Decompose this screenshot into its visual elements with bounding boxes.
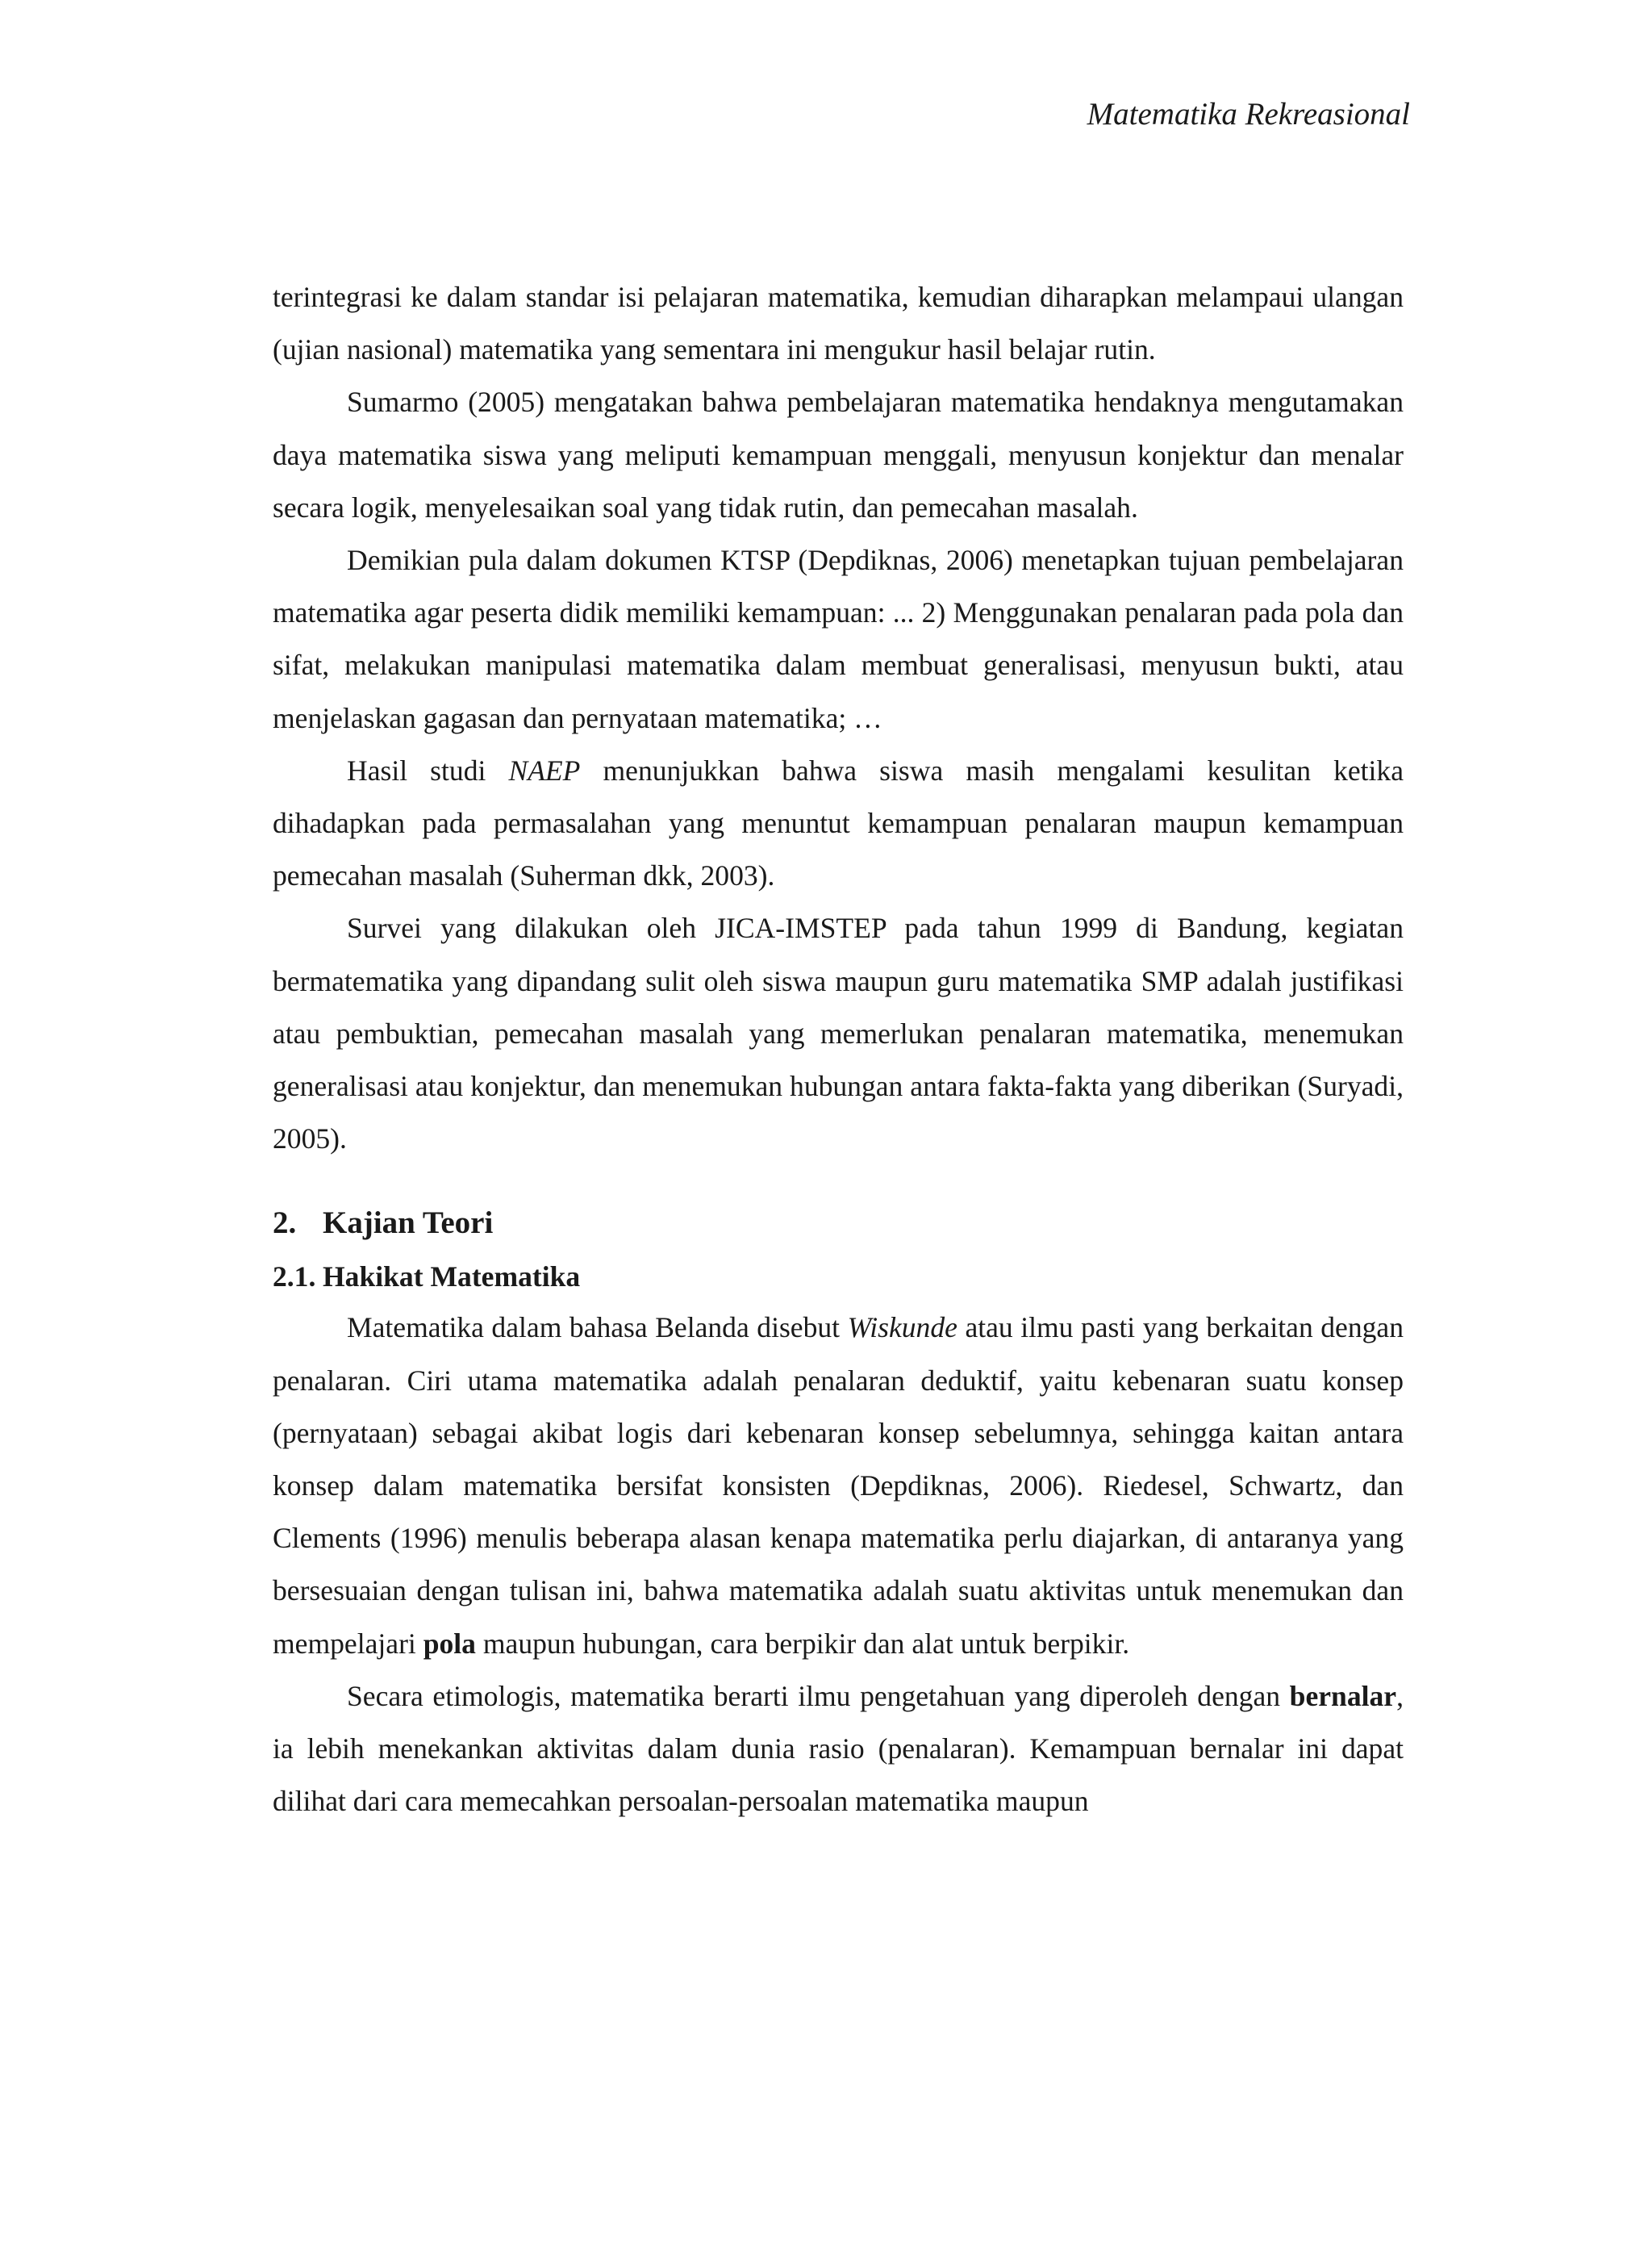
section-heading: [273, 1195, 1404, 1251]
pola-bold: pola: [423, 1627, 476, 1660]
page-body: [273, 271, 1404, 1828]
paragraph-5: Survei yang dilakukan oleh JICA-IMSTEP pada tahun 1999 di Bandung, kegiatan bermatematika yang dipandang sulit oleh siswa maupun guru matematika SMP adalah justifikasi atau pembuktian, pemecahan masalah yang memerlukan penalaran matematika, menemukan generalisasi atau konjektur, dan menemukan hubungan antara fakta-fakta yang diberikan (Suryadi, 2005).: [273, 912, 1404, 1155]
subsection-heading: [273, 1251, 1404, 1301]
paragraph-7-text-b: , ia lebih menekankan aktivitas dalam dunia rasio (penalaran). Kemampuan bernalar ini dapat dilihat dari cara memecahkan persoalan-persoalan matematika maupun: [273, 1679, 1404, 1818]
bernalar-bold: bernalar: [1289, 1679, 1397, 1712]
paragraph-6-text-b: atau ilmu pasti yang berkaitan dengan penalaran. Ciri utama matematika adalah penalaran deduktif, yaitu kebenaran suatu konsep (pernyataan) sebagai akibat logis dari kebenaran konsep sebelumnya, sehingga kaitan antara konsep dalam matematika bersifat konsisten (Depdiknas, 2006). Riedesel, Schwartz, dan Clements (1996) menulis beberapa alasan kenapa matematika perlu diajarkan, di antaranya yang bersesuaian dengan tulisan ini, bahwa matematika adalah suatu aktivitas untuk menemukan dan mempelajari: [273, 1311, 1404, 1660]
paragraph-6-text-c: maupun hubungan, cara berpikir dan alat untuk berpikir.: [475, 1627, 1130, 1660]
running-header: Matematika Rekreasional: [1087, 97, 1410, 132]
section-title: Kajian Teori: [323, 1205, 494, 1241]
paragraph-1: terintegrasi ke dalam standar isi pelajaran matematika, kemudian diharapkan melampaui ulangan (ujian nasional) matematika yang sementara ini mengukur hasil belajar rutin.: [273, 281, 1404, 366]
paragraph-4-text-b: menunjukkan bahwa siswa masih mengalami kesulitan ketika dihadapkan pada permasalahan yang menuntut kemampuan penalaran maupun kemampuan pemecahan masalah (Suherman dkk, 2003).: [273, 754, 1404, 892]
paragraph-6-text-a: Matematika dalam bahasa Belanda disebut: [347, 1311, 848, 1344]
naep-emphasis: NAEP: [508, 754, 581, 787]
wiskunde-emphasis: Wiskunde: [847, 1311, 957, 1344]
section-spacer: [273, 1165, 1404, 1195]
paragraph-7: [273, 1670, 1404, 1828]
section-number: 2.: [273, 1205, 297, 1241]
paragraph-4: [273, 745, 1404, 903]
subsection-title: Hakikat Matematika: [323, 1260, 581, 1293]
paragraph-2: Sumarmo (2005) mengatakan bahwa pembelajaran matematika hendaknya mengutamakan daya matematika siswa yang meliputi kemampuan menggali, menyusun konjektur dan menalar secara logik, menyelesaikan soal yang tidak rutin, dan pemecahan masalah.: [273, 386, 1404, 524]
paragraph-4-text-a: Hasil studi: [347, 754, 509, 787]
paragraph-7-text-a: Secara etimologis, matematika berarti ilmu pengetahuan yang diperoleh dengan: [347, 1679, 1290, 1712]
paragraph-3: Demikian pula dalam dokumen KTSP (Depdiknas, 2006) menetapkan tujuan pembelajaran matematika agar peserta didik memiliki kemampuan: ... 2) Menggunakan penalaran pada pola dan sifat, melakukan manipulasi matematika dalam membuat generalisasi, menyusun bukti, atau menjelaskan gagasan dan pernyataan matematika; …: [273, 544, 1404, 734]
paragraph-6: [273, 1301, 1404, 1669]
subsection-number: 2.1.: [273, 1260, 316, 1293]
